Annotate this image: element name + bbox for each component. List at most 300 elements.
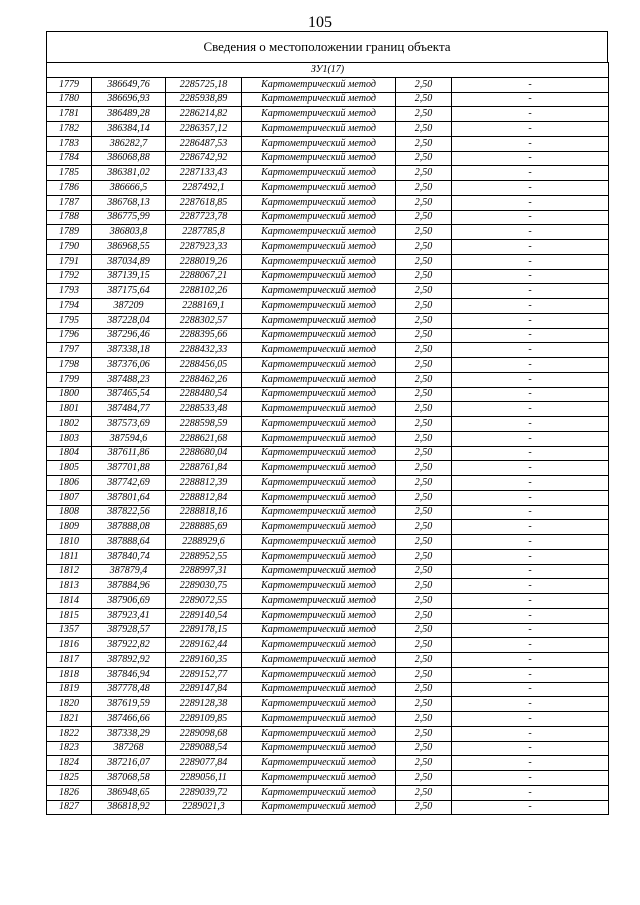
point-number-cell: 1815	[47, 608, 92, 623]
point-number-cell: 1824	[47, 756, 92, 771]
point-number-cell: 1816	[47, 638, 92, 653]
method-cell: Картометрический метод	[242, 358, 396, 373]
x-coordinate-cell: 387484,77	[92, 402, 166, 417]
method-cell: Картометрический метод	[242, 549, 396, 564]
table-row	[47, 564, 609, 579]
y-coordinate-cell: 2289160,35	[166, 653, 242, 668]
x-coordinate-cell: 386282,7	[92, 136, 166, 151]
accuracy-cell: 2,50	[396, 328, 452, 343]
table-row	[47, 107, 609, 122]
x-coordinate-cell: 387884,96	[92, 579, 166, 594]
method-cell: Картометрический метод	[242, 431, 396, 446]
accuracy-cell: 2,50	[396, 313, 452, 328]
accuracy-cell: 2,50	[396, 431, 452, 446]
description-cell: -	[452, 210, 609, 225]
accuracy-cell: 2,50	[396, 756, 452, 771]
x-coordinate-cell: 387228,04	[92, 313, 166, 328]
x-coordinate-cell: 387139,15	[92, 269, 166, 284]
accuracy-cell: 2,50	[396, 284, 452, 299]
x-coordinate-cell: 387068,58	[92, 771, 166, 786]
x-coordinate-cell: 387906,69	[92, 594, 166, 609]
point-number-cell: 1781	[47, 107, 92, 122]
accuracy-cell: 2,50	[396, 564, 452, 579]
method-cell: Картометрический метод	[242, 594, 396, 609]
x-coordinate-cell: 386649,76	[92, 77, 166, 92]
method-cell: Картометрический метод	[242, 387, 396, 402]
accuracy-cell: 2,50	[396, 771, 452, 786]
method-cell: Картометрический метод	[242, 623, 396, 638]
method-cell: Картометрический метод	[242, 490, 396, 505]
x-coordinate-cell: 386489,28	[92, 107, 166, 122]
method-cell: Картометрический метод	[242, 181, 396, 196]
point-number-cell: 1792	[47, 269, 92, 284]
y-coordinate-cell: 2285938,89	[166, 92, 242, 107]
accuracy-cell: 2,50	[396, 417, 452, 432]
description-cell: -	[452, 122, 609, 137]
description-cell: -	[452, 638, 609, 653]
table-row	[47, 210, 609, 225]
method-cell: Картометрический метод	[242, 225, 396, 240]
description-cell: -	[452, 594, 609, 609]
y-coordinate-cell: 2288598,59	[166, 417, 242, 432]
table-row	[47, 417, 609, 432]
y-coordinate-cell: 2289021,3	[166, 800, 242, 815]
y-coordinate-cell: 2288432,33	[166, 343, 242, 358]
method-cell: Картометрический метод	[242, 284, 396, 299]
point-number-cell: 1809	[47, 520, 92, 535]
accuracy-cell: 2,50	[396, 638, 452, 653]
description-cell: -	[452, 225, 609, 240]
x-coordinate-cell: 387742,69	[92, 476, 166, 491]
table-row	[47, 151, 609, 166]
point-number-cell: 1826	[47, 785, 92, 800]
point-number-cell: 1800	[47, 387, 92, 402]
accuracy-cell: 2,50	[396, 254, 452, 269]
y-coordinate-cell: 2288680,04	[166, 446, 242, 461]
point-number-cell: 1813	[47, 579, 92, 594]
y-coordinate-cell: 2288818,16	[166, 505, 242, 520]
y-coordinate-cell: 2289140,54	[166, 608, 242, 623]
point-number-cell: 1817	[47, 653, 92, 668]
description-cell: -	[452, 608, 609, 623]
method-cell: Картометрический метод	[242, 77, 396, 92]
y-coordinate-cell: 2286742,92	[166, 151, 242, 166]
method-cell: Картометрический метод	[242, 653, 396, 668]
accuracy-cell: 2,50	[396, 240, 452, 255]
point-number-cell: 1808	[47, 505, 92, 520]
table-row	[47, 667, 609, 682]
point-number-cell: 1789	[47, 225, 92, 240]
y-coordinate-cell: 2289077,84	[166, 756, 242, 771]
accuracy-cell: 2,50	[396, 446, 452, 461]
table-row	[47, 343, 609, 358]
description-cell: -	[452, 313, 609, 328]
table-row	[47, 431, 609, 446]
y-coordinate-cell: 2288395,66	[166, 328, 242, 343]
section-row	[47, 63, 609, 78]
x-coordinate-cell: 387888,08	[92, 520, 166, 535]
table-row	[47, 299, 609, 314]
table-row	[47, 520, 609, 535]
description-cell: -	[452, 77, 609, 92]
x-coordinate-cell: 387801,64	[92, 490, 166, 505]
method-cell: Картометрический метод	[242, 682, 396, 697]
description-cell: -	[452, 564, 609, 579]
accuracy-cell: 2,50	[396, 520, 452, 535]
description-cell: -	[452, 476, 609, 491]
x-coordinate-cell: 387594,6	[92, 431, 166, 446]
y-coordinate-cell: 2286214,82	[166, 107, 242, 122]
table-row	[47, 638, 609, 653]
description-cell: -	[452, 800, 609, 815]
method-cell: Картометрический метод	[242, 476, 396, 491]
table-row	[47, 549, 609, 564]
y-coordinate-cell: 2288462,26	[166, 372, 242, 387]
point-number-cell: 1821	[47, 712, 92, 727]
point-number-cell: 1818	[47, 667, 92, 682]
description-cell: -	[452, 372, 609, 387]
point-number-cell: 1793	[47, 284, 92, 299]
accuracy-cell: 2,50	[396, 549, 452, 564]
accuracy-cell: 2,50	[396, 107, 452, 122]
accuracy-cell: 2,50	[396, 77, 452, 92]
y-coordinate-cell: 2288997,31	[166, 564, 242, 579]
accuracy-cell: 2,50	[396, 490, 452, 505]
point-number-cell: 1814	[47, 594, 92, 609]
x-coordinate-cell: 386968,55	[92, 240, 166, 255]
accuracy-cell: 2,50	[396, 505, 452, 520]
y-coordinate-cell: 2289098,68	[166, 726, 242, 741]
method-cell: Картометрический метод	[242, 771, 396, 786]
accuracy-cell: 2,50	[396, 387, 452, 402]
method-cell: Картометрический метод	[242, 535, 396, 550]
y-coordinate-cell: 2289088,54	[166, 741, 242, 756]
description-cell: -	[452, 269, 609, 284]
y-coordinate-cell: 2289162,44	[166, 638, 242, 653]
table-row	[47, 225, 609, 240]
table-row	[47, 122, 609, 137]
x-coordinate-cell: 387892,92	[92, 653, 166, 668]
x-coordinate-cell: 386666,5	[92, 181, 166, 196]
x-coordinate-cell: 387778,48	[92, 682, 166, 697]
x-coordinate-cell: 387034,89	[92, 254, 166, 269]
accuracy-cell: 2,50	[396, 476, 452, 491]
description-cell: -	[452, 299, 609, 314]
description-cell: -	[452, 358, 609, 373]
point-number-cell: 1822	[47, 726, 92, 741]
method-cell: Картометрический метод	[242, 166, 396, 181]
accuracy-cell: 2,50	[396, 151, 452, 166]
table-row	[47, 726, 609, 741]
method-cell: Картометрический метод	[242, 579, 396, 594]
description-cell: -	[452, 490, 609, 505]
description-cell: -	[452, 653, 609, 668]
point-number-cell: 1804	[47, 446, 92, 461]
description-cell: -	[452, 328, 609, 343]
description-cell: -	[452, 387, 609, 402]
description-cell: -	[452, 446, 609, 461]
accuracy-cell: 2,50	[396, 741, 452, 756]
table-row	[47, 240, 609, 255]
page-number: 105	[308, 14, 332, 31]
table-row	[47, 254, 609, 269]
point-number-cell: 1805	[47, 461, 92, 476]
point-number-cell: 1797	[47, 343, 92, 358]
x-coordinate-cell: 387611,86	[92, 446, 166, 461]
x-coordinate-cell: 386384,14	[92, 122, 166, 137]
method-cell: Картометрический метод	[242, 122, 396, 137]
table-row	[47, 461, 609, 476]
x-coordinate-cell: 387846,94	[92, 667, 166, 682]
y-coordinate-cell: 2289072,55	[166, 594, 242, 609]
point-number-cell: 1803	[47, 431, 92, 446]
accuracy-cell: 2,50	[396, 358, 452, 373]
x-coordinate-cell: 387928,57	[92, 623, 166, 638]
point-number-cell: 1787	[47, 195, 92, 210]
x-coordinate-cell: 387338,18	[92, 343, 166, 358]
description-cell: -	[452, 785, 609, 800]
y-coordinate-cell: 2288102,26	[166, 284, 242, 299]
point-number-cell: 1823	[47, 741, 92, 756]
table-row	[47, 328, 609, 343]
point-number-cell: 1806	[47, 476, 92, 491]
method-cell: Картометрический метод	[242, 608, 396, 623]
description-cell: -	[452, 107, 609, 122]
method-cell: Картометрический метод	[242, 136, 396, 151]
accuracy-cell: 2,50	[396, 682, 452, 697]
method-cell: Картометрический метод	[242, 313, 396, 328]
x-coordinate-cell: 386775,99	[92, 210, 166, 225]
method-cell: Картометрический метод	[242, 195, 396, 210]
accuracy-cell: 2,50	[396, 195, 452, 210]
description-cell: -	[452, 136, 609, 151]
boundary-table-sheet	[46, 31, 608, 815]
point-number-cell: 1827	[47, 800, 92, 815]
accuracy-cell: 2,50	[396, 594, 452, 609]
y-coordinate-cell: 2286357,12	[166, 122, 242, 137]
table-row	[47, 653, 609, 668]
description-cell: -	[452, 431, 609, 446]
y-coordinate-cell: 2289056,11	[166, 771, 242, 786]
y-coordinate-cell: 2285725,18	[166, 77, 242, 92]
point-number-cell: 1796	[47, 328, 92, 343]
y-coordinate-cell: 2288812,39	[166, 476, 242, 491]
x-coordinate-cell: 387216,07	[92, 756, 166, 771]
x-coordinate-cell: 387465,54	[92, 387, 166, 402]
table-row	[47, 284, 609, 299]
point-number-cell: 1802	[47, 417, 92, 432]
point-number-cell: 1790	[47, 240, 92, 255]
x-coordinate-cell: 387573,69	[92, 417, 166, 432]
method-cell: Картометрический метод	[242, 328, 396, 343]
y-coordinate-cell: 2289128,38	[166, 697, 242, 712]
description-cell: -	[452, 535, 609, 550]
description-cell: -	[452, 181, 609, 196]
accuracy-cell: 2,50	[396, 181, 452, 196]
y-coordinate-cell: 2287618,85	[166, 195, 242, 210]
x-coordinate-cell: 387338,29	[92, 726, 166, 741]
point-number-cell: 1810	[47, 535, 92, 550]
y-coordinate-cell: 2288067,21	[166, 269, 242, 284]
description-cell: -	[452, 682, 609, 697]
accuracy-cell: 2,50	[396, 166, 452, 181]
table-row	[47, 535, 609, 550]
accuracy-cell: 2,50	[396, 122, 452, 137]
table-row	[47, 387, 609, 402]
method-cell: Картометрический метод	[242, 726, 396, 741]
table-row	[47, 800, 609, 815]
method-cell: Картометрический метод	[242, 756, 396, 771]
x-coordinate-cell: 387209	[92, 299, 166, 314]
y-coordinate-cell: 2288812,84	[166, 490, 242, 505]
table-row	[47, 166, 609, 181]
x-coordinate-cell: 387922,82	[92, 638, 166, 653]
accuracy-cell: 2,50	[396, 136, 452, 151]
x-coordinate-cell: 387488,23	[92, 372, 166, 387]
method-cell: Картометрический метод	[242, 417, 396, 432]
description-cell: -	[452, 284, 609, 299]
method-cell: Картометрический метод	[242, 741, 396, 756]
table-title: Сведения о местоположении границ объекта	[46, 31, 608, 62]
x-coordinate-cell: 387822,56	[92, 505, 166, 520]
table-row	[47, 505, 609, 520]
description-cell: -	[452, 697, 609, 712]
description-cell: -	[452, 756, 609, 771]
y-coordinate-cell: 2287492,1	[166, 181, 242, 196]
method-cell: Картометрический метод	[242, 505, 396, 520]
description-cell: -	[452, 402, 609, 417]
y-coordinate-cell: 2289178,15	[166, 623, 242, 638]
point-number-cell: 1784	[47, 151, 92, 166]
point-number-cell: 1780	[47, 92, 92, 107]
x-coordinate-cell: 386068,88	[92, 151, 166, 166]
table-row	[47, 594, 609, 609]
method-cell: Картометрический метод	[242, 210, 396, 225]
description-cell: -	[452, 712, 609, 727]
accuracy-cell: 2,50	[396, 579, 452, 594]
table-row	[47, 697, 609, 712]
method-cell: Картометрический метод	[242, 372, 396, 387]
table-row	[47, 608, 609, 623]
point-number-cell: 1794	[47, 299, 92, 314]
accuracy-cell: 2,50	[396, 210, 452, 225]
x-coordinate-cell: 387701,88	[92, 461, 166, 476]
y-coordinate-cell: 2288952,55	[166, 549, 242, 564]
x-coordinate-cell: 386381,02	[92, 166, 166, 181]
description-cell: -	[452, 741, 609, 756]
description-cell: -	[452, 461, 609, 476]
method-cell: Картометрический метод	[242, 92, 396, 107]
y-coordinate-cell: 2286487,53	[166, 136, 242, 151]
coordinates-table	[46, 62, 609, 815]
table-row	[47, 372, 609, 387]
method-cell: Картометрический метод	[242, 402, 396, 417]
point-number-cell: 1783	[47, 136, 92, 151]
y-coordinate-cell: 2288533,48	[166, 402, 242, 417]
table-row	[47, 269, 609, 284]
table-row	[47, 741, 609, 756]
table-row	[47, 77, 609, 92]
method-cell: Картометрический метод	[242, 461, 396, 476]
table-row	[47, 313, 609, 328]
description-cell: -	[452, 240, 609, 255]
accuracy-cell: 2,50	[396, 535, 452, 550]
point-number-cell: 1825	[47, 771, 92, 786]
method-cell: Картометрический метод	[242, 343, 396, 358]
point-number-cell: 1795	[47, 313, 92, 328]
y-coordinate-cell: 2287133,43	[166, 166, 242, 181]
accuracy-cell: 2,50	[396, 461, 452, 476]
point-number-cell: 1357	[47, 623, 92, 638]
point-number-cell: 1791	[47, 254, 92, 269]
table-row	[47, 785, 609, 800]
description-cell: -	[452, 726, 609, 741]
y-coordinate-cell: 2287785,8	[166, 225, 242, 240]
table-row	[47, 476, 609, 491]
description-cell: -	[452, 549, 609, 564]
method-cell: Картометрический метод	[242, 240, 396, 255]
y-coordinate-cell: 2288761,84	[166, 461, 242, 476]
description-cell: -	[452, 92, 609, 107]
accuracy-cell: 2,50	[396, 92, 452, 107]
method-cell: Картометрический метод	[242, 697, 396, 712]
accuracy-cell: 2,50	[396, 697, 452, 712]
description-cell: -	[452, 667, 609, 682]
x-coordinate-cell: 387923,41	[92, 608, 166, 623]
y-coordinate-cell: 2289147,84	[166, 682, 242, 697]
accuracy-cell: 2,50	[396, 269, 452, 284]
description-cell: -	[452, 771, 609, 786]
point-number-cell: 1820	[47, 697, 92, 712]
x-coordinate-cell: 387888,64	[92, 535, 166, 550]
table-row	[47, 446, 609, 461]
table-row	[47, 579, 609, 594]
description-cell: -	[452, 343, 609, 358]
method-cell: Картометрический метод	[242, 151, 396, 166]
accuracy-cell: 2,50	[396, 653, 452, 668]
x-coordinate-cell: 387268	[92, 741, 166, 756]
method-cell: Картометрический метод	[242, 800, 396, 815]
method-cell: Картометрический метод	[242, 269, 396, 284]
accuracy-cell: 2,50	[396, 726, 452, 741]
table-row	[47, 490, 609, 505]
y-coordinate-cell: 2288480,54	[166, 387, 242, 402]
description-cell: -	[452, 254, 609, 269]
y-coordinate-cell: 2288885,69	[166, 520, 242, 535]
x-coordinate-cell: 387879,4	[92, 564, 166, 579]
y-coordinate-cell: 2289039,72	[166, 785, 242, 800]
method-cell: Картометрический метод	[242, 107, 396, 122]
description-cell: -	[452, 505, 609, 520]
y-coordinate-cell: 2289152,77	[166, 667, 242, 682]
point-number-cell: 1807	[47, 490, 92, 505]
accuracy-cell: 2,50	[396, 785, 452, 800]
x-coordinate-cell: 387296,46	[92, 328, 166, 343]
x-coordinate-cell: 386948,65	[92, 785, 166, 800]
table-row	[47, 623, 609, 638]
accuracy-cell: 2,50	[396, 712, 452, 727]
y-coordinate-cell: 2288621,68	[166, 431, 242, 446]
point-number-cell: 1786	[47, 181, 92, 196]
description-cell: -	[452, 151, 609, 166]
y-coordinate-cell: 2287923,33	[166, 240, 242, 255]
y-coordinate-cell: 2289030,75	[166, 579, 242, 594]
accuracy-cell: 2,50	[396, 225, 452, 240]
table-row	[47, 756, 609, 771]
x-coordinate-cell: 387175,64	[92, 284, 166, 299]
table-row	[47, 195, 609, 210]
accuracy-cell: 2,50	[396, 800, 452, 815]
